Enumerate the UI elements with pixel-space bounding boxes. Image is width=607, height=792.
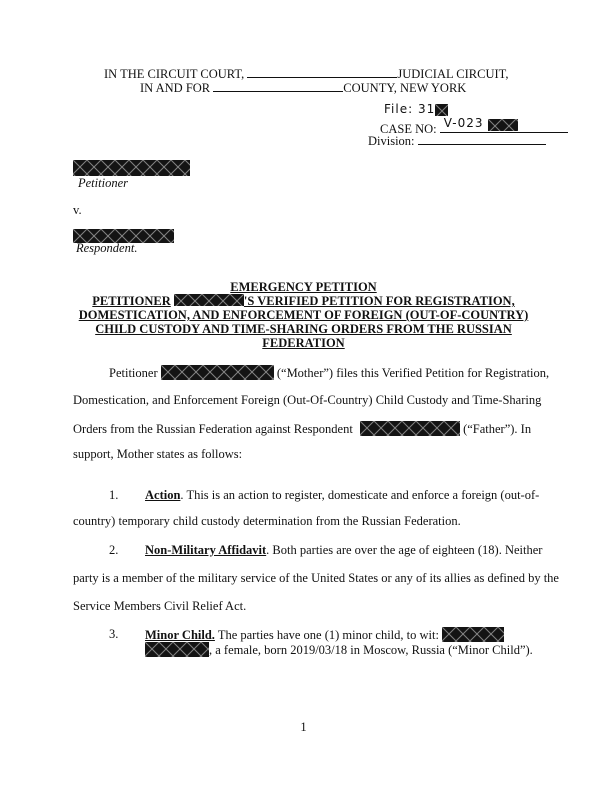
item-2-line-1	[145, 543, 542, 558]
file-number-text: File: 31	[384, 102, 436, 116]
redaction-block	[435, 104, 448, 116]
blank-line	[247, 66, 397, 78]
page-number: 1	[300, 720, 307, 734]
heading-line-2	[0, 294, 607, 309]
heading-petitioner: PETITIONER	[92, 294, 171, 308]
intro-father-text: (“Father”). In	[463, 422, 532, 436]
item-number: 2.	[109, 543, 119, 557]
redaction-block	[161, 365, 274, 380]
item-text: . This is an action to register, domesticate and enforce a foreign (out-of-	[180, 488, 540, 502]
blank-line	[418, 133, 546, 145]
intro-line-4: support, Mother states as follows:	[73, 447, 243, 461]
respondent-label: Respondent.	[76, 241, 138, 255]
heading-line-5	[0, 336, 607, 351]
caption-court: IN THE CIRCUIT COURT,	[104, 67, 245, 81]
item-1-line-1	[145, 488, 539, 503]
item-2-line-3: Service Members Civil Relief Act.	[73, 599, 247, 613]
handwritten-file-note	[384, 102, 448, 117]
division-line	[368, 133, 546, 149]
heading-verified-petition: 'S VERIFIED PETITION FOR REGISTRATION,	[243, 294, 515, 308]
versus-label: v.	[73, 203, 82, 217]
item-text: , a female, born 2019/03/18 in Moscow, Russia (“Minor Child”).	[209, 643, 533, 657]
intro-line-2: Domestication, and Enforcement Foreign (Out-Of-Country) Child Custody and Time-Sharing	[73, 393, 542, 407]
redaction-block	[360, 421, 460, 436]
heading-line-4	[0, 322, 607, 337]
case-no-field	[440, 116, 568, 133]
intro-line-3	[73, 421, 531, 437]
item-3-line-2	[145, 642, 533, 658]
redaction-block	[174, 294, 244, 306]
petitioner-label: Petitioner	[78, 176, 128, 190]
item-text: The parties have one (1) minor child, to wit:	[214, 628, 439, 642]
handwritten-case-number: V-023	[443, 116, 484, 130]
redaction-block	[442, 627, 504, 642]
heading-custody: CHILD CUSTODY AND TIME-SHARING ORDERS FROM THE RUSSIAN	[95, 322, 512, 336]
intro-respondent: Orders from the Russian Federation against Respondent	[73, 422, 353, 436]
caption-county: COUNTY, NEW YORK	[343, 81, 467, 95]
item-1-line-2: country) temporary child custody determination from the Russian Federation.	[73, 514, 461, 528]
heading-federation: FEDERATION	[262, 336, 345, 350]
blank-line	[213, 80, 343, 92]
intro-line-1	[109, 365, 549, 381]
redaction-petitioner-name	[73, 160, 190, 176]
redaction-block	[145, 642, 209, 657]
item-number: 1.	[109, 488, 119, 502]
heading-title: EMERGENCY PETITION	[230, 280, 377, 294]
item-title: Minor Child.	[145, 628, 215, 642]
heading-domestication: DOMESTICATION, AND ENFORCEMENT OF FOREIGN (OUT-OF-COUNTRY)	[78, 308, 529, 322]
item-number: 3.	[109, 627, 119, 641]
item-2-line-2: party is a member of the military service of the United States or any of its allies as defined by the	[73, 571, 559, 585]
caption-circuit: JUDICIAL CIRCUIT,	[397, 67, 509, 81]
caption-in-and-for: IN AND FOR	[140, 81, 211, 95]
intro-mother-text: (“Mother”) files this Verified Petition for Registration,	[276, 366, 550, 380]
redaction-block	[488, 119, 518, 131]
division-label: Division:	[368, 134, 415, 148]
heading-line-1	[0, 280, 607, 295]
item-3-line-1	[145, 627, 504, 643]
item-text: . Both parties are over the age of eighteen (18). Neither	[266, 543, 543, 557]
item-title: Non-Military Affidavit	[145, 543, 267, 557]
case-no-label: CASE NO:	[380, 122, 437, 136]
item-title: Action	[145, 488, 181, 502]
intro-petitioner: Petitioner	[109, 366, 158, 380]
heading-line-3	[0, 308, 607, 323]
caption-line-2	[140, 80, 466, 96]
